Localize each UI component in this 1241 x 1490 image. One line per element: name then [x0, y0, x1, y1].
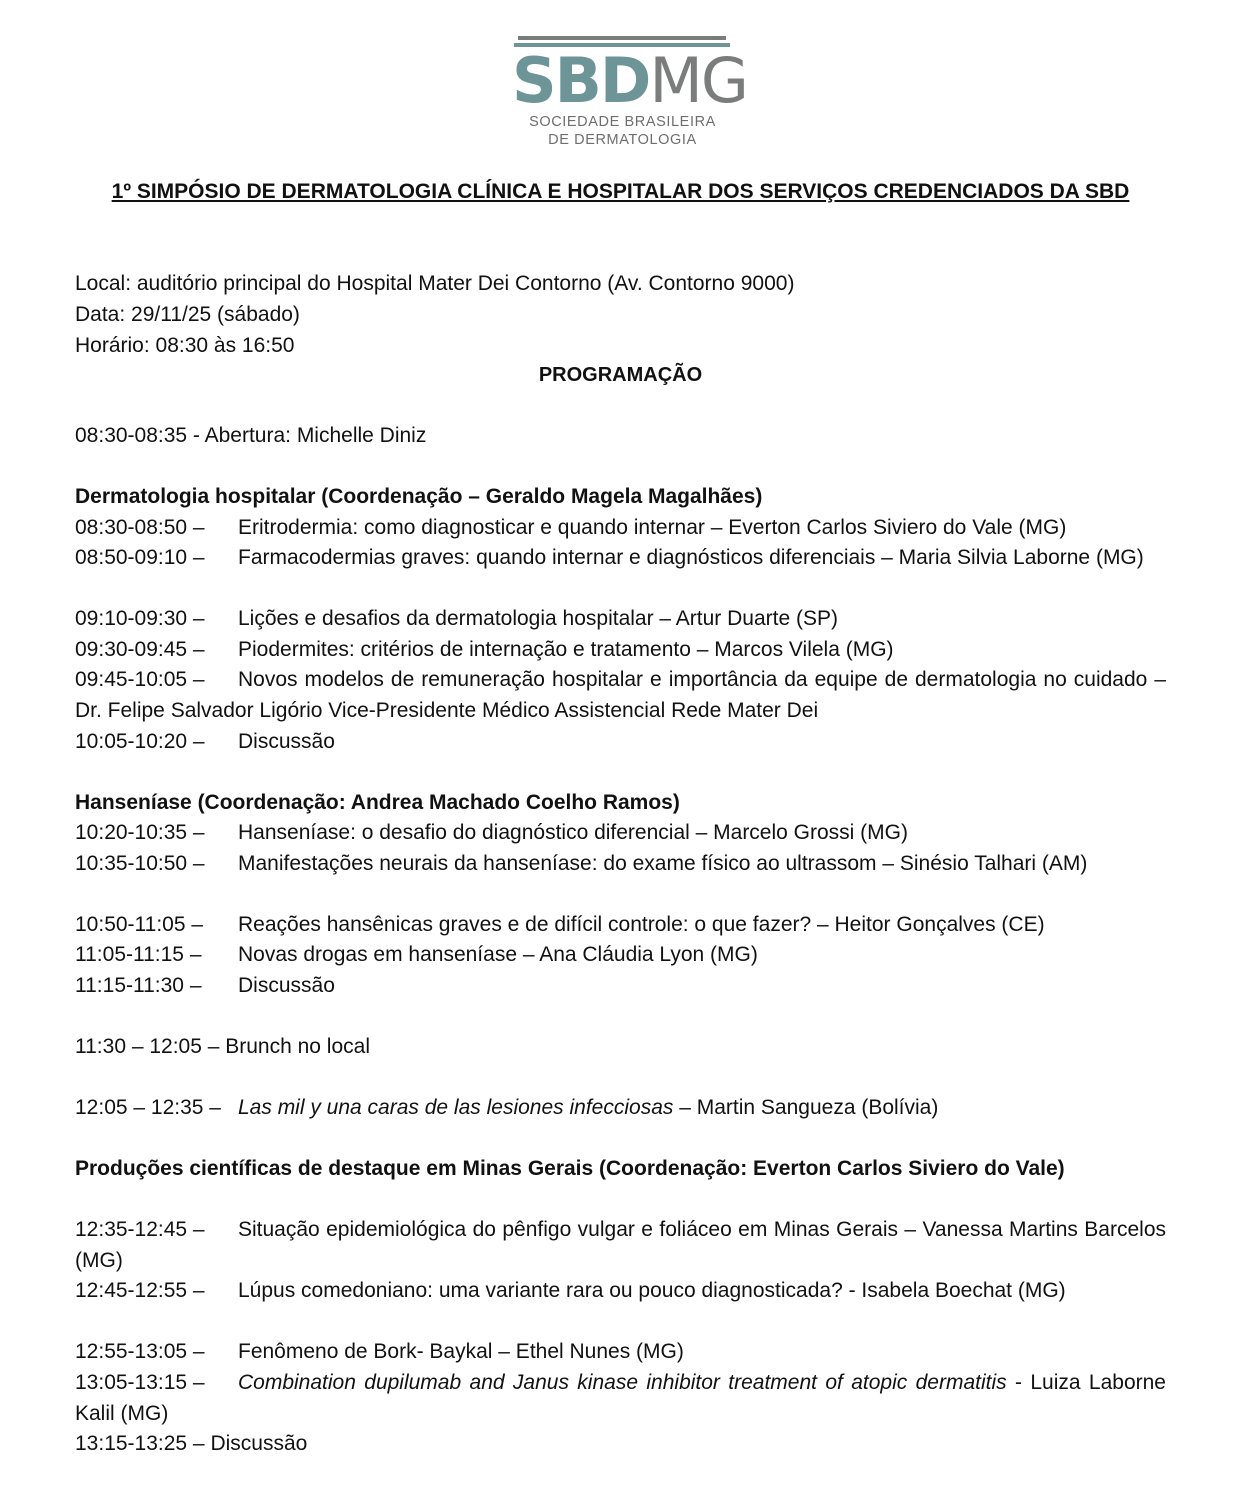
- event-location: Local: auditório principal do Hospital Mater Dei Contorno (Av. Contorno 9000): [75, 272, 795, 295]
- program-item: 11:15-11:30 – Discussão: [75, 974, 335, 997]
- program-item: 09:30-09:45 – Piodermites: critérios de internação e tratamento – Marcos Vilela (MG): [75, 638, 894, 661]
- talk-speaker: – Martin Sangueza (Bolívia): [673, 1096, 939, 1119]
- program-item: 10:35-10:50 – Manifestações neurais da hanseníase: do exame físico ao ultrassom – Sinésio Talhari (AM): [75, 852, 1088, 875]
- program-item: 10:20-10:35 – Hanseníase: o desafio do diagnóstico diferencial – Marcelo Grossi (MG): [75, 821, 908, 844]
- program-item: 09:45-10:05 – Novos modelos de remuneração hospitalar e importância da equipe de dermatologia no cuidado – Dr. Felipe Salvador Ligório Vice-Presidente Médico Assistencial Rede Mater Dei: [75, 668, 1166, 722]
- logo-wordmark: SBDMG: [512, 44, 747, 117]
- brunch-line: 11:30 – 12:05 – Brunch no local: [75, 1035, 370, 1058]
- program-item: 13:05-13:15 – Combination dupilumab and Janus kinase inhibitor treatment of atopic dermatitis - Luiza Laborne Kalil (MG): [75, 1371, 1166, 1425]
- program-item: 08:30-08:50 – Eritrodermia: como diagnosticar e quando internar – Everton Carlos Siviero do Vale (MG): [75, 516, 1067, 539]
- document-title: 1º SIMPÓSIO DE DERMATOLOGIA CLÍNICA E HOSPITALAR DOS SERVIÇOS CREDENCIADOS DA SBD: [111, 180, 1130, 203]
- sbdmg-logo: [510, 34, 747, 150]
- program-item: 12:55-13:05 – Fenômeno de Bork- Baykal – Ethel Nunes (MG): [75, 1340, 684, 1363]
- event-date: Data: 29/11/25 (sábado): [75, 303, 300, 326]
- program-item: 12:45-12:55 – Lúpus comedoniano: uma variante rara ou pouco diagnosticada? - Isabela Boechat (MG): [75, 1279, 1066, 1302]
- opening-line: 08:30-08:35 - Abertura: Michelle Diniz: [75, 424, 427, 447]
- event-info: [75, 268, 794, 361]
- logo-top-bar: [518, 36, 726, 40]
- talk-title: Las mil y una caras de las lesiones infecciosas: [238, 1096, 674, 1119]
- section-heading-producoes-cientificas: Produções científicas de destaque em Minas Gerais (Coordenação: Everton Carlos Siviero do Vale): [75, 1157, 1065, 1180]
- logo-subtitle-line2: DE DERMATOLOGIA: [548, 132, 697, 148]
- program-item: 08:50-09:10 – Farmacodermias graves: quando internar e diagnósticos diferenciais – Maria Silvia Laborne (MG): [75, 546, 1144, 569]
- program-item: 11:05-11:15 – Novas drogas em hanseníase – Ana Cláudia Lyon (MG): [75, 943, 758, 966]
- program-item: 10:05-10:20 – Discussão: [75, 730, 335, 753]
- event-hours: Horário: 08:30 às 16:50: [75, 334, 295, 357]
- section-heading-dermatologia-hospitalar: Dermatologia hospitalar (Coordenação – Geraldo Magela Magalhães): [75, 485, 763, 508]
- talk-line: 12:05 – 12:35 – Las mil y una caras de las lesiones infecciosas – Martin Sangueza (Bolívia): [75, 1096, 939, 1119]
- closing-discussion: 13:15-13:25 – Discussão: [75, 1432, 308, 1455]
- section-heading-hanseniase: Hanseníase (Coordenação: Andrea Machado Coelho Ramos): [75, 791, 680, 814]
- program-item: 12:35-12:45 – Situação epidemiológica do pênfigo vulgar e foliáceo em Minas Gerais – Vanessa Martins Barcelos (MG): [75, 1218, 1166, 1272]
- logo-subtitle-line1: SOCIEDADE BRASILEIRA: [529, 114, 716, 130]
- program-item: 10:50-11:05 – Reações hansênicas graves e de difícil controle: o que fazer? – Heitor Gonçalves (CE): [75, 913, 1045, 936]
- program-item: 09:10-09:30 – Lições e desafios da dermatologia hospitalar – Artur Duarte (SP): [75, 607, 838, 630]
- programacao-heading: PROGRAMAÇÃO: [538, 364, 703, 386]
